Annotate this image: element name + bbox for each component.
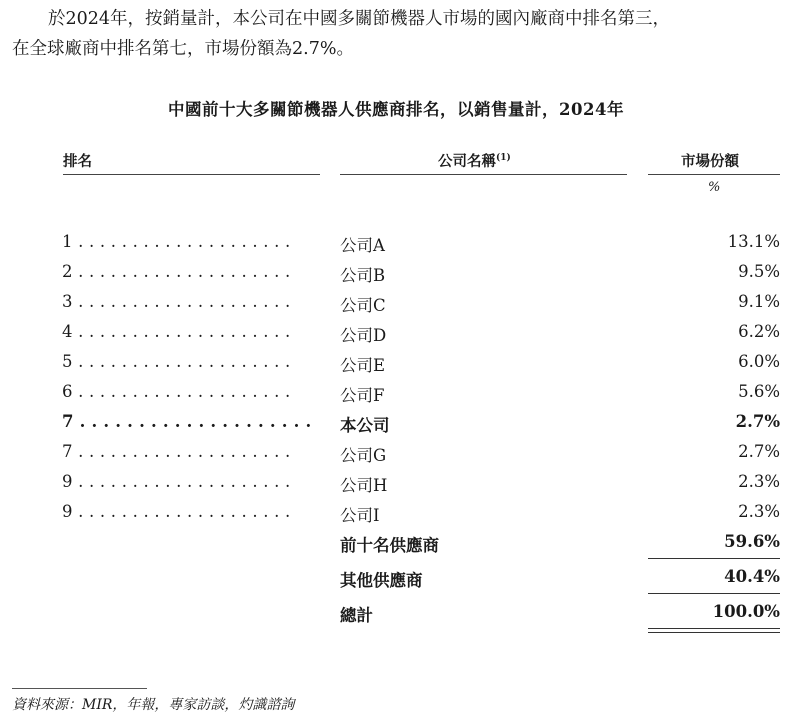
summary-share: 40.4%	[724, 567, 780, 586]
unit-label: %	[708, 180, 721, 195]
share-cell: 6.0%	[738, 352, 780, 371]
double-rule-top	[648, 628, 780, 629]
table-row	[0, 317, 792, 347]
table-title: 中國前十大多關節機器人供應商排名，以銷售量計，2024年	[168, 100, 624, 119]
table-row	[0, 497, 792, 527]
header-rule-share	[648, 174, 780, 175]
share-cell: 5.6%	[738, 382, 780, 401]
share-cell: 9.1%	[738, 292, 780, 311]
table-row	[0, 227, 792, 257]
rank-cell: 2 . . . . . . . . . . . . . . . . . . . .	[62, 262, 291, 281]
summary-share: 100.0%	[712, 602, 780, 621]
table-row	[0, 257, 792, 287]
footnote-divider	[12, 688, 147, 689]
company-cell: 公司F	[340, 386, 385, 405]
rank-cell: 1 . . . . . . . . . . . . . . . . . . . .	[62, 232, 291, 251]
rank-cell: 4 . . . . . . . . . . . . . . . . . . . .	[62, 322, 291, 341]
table-row	[0, 377, 792, 407]
company-cell: 公司C	[340, 296, 386, 315]
table-row	[0, 467, 792, 497]
company-cell: 公司I	[340, 506, 380, 525]
intro-paragraph	[12, 4, 782, 64]
total-rule	[648, 593, 780, 594]
rank-cell: 7 . . . . . . . . . . . . . . . . . . . .	[62, 412, 312, 431]
column-header-rank: 排名	[63, 153, 92, 170]
company-cell: 本公司	[340, 416, 390, 435]
rank-cell: 5 . . . . . . . . . . . . . . . . . . . .	[62, 352, 291, 371]
intro-line-1: 於2024年，按銷量計，本公司在中國多關節機器人市場的國內廠商中排名第三，	[48, 9, 671, 29]
double-rule-bottom	[648, 632, 780, 633]
table-row-highlighted	[0, 407, 792, 437]
header-rule-company	[340, 174, 627, 175]
company-cell: 公司G	[340, 446, 387, 465]
share-cell: 2.3%	[738, 502, 780, 521]
summary-row-top-ten	[0, 528, 792, 562]
table-row	[0, 287, 792, 317]
company-cell: 公司B	[340, 266, 386, 285]
rank-cell: 6 . . . . . . . . . . . . . . . . . . . .	[62, 382, 291, 401]
column-header-company	[438, 150, 511, 171]
table-row	[0, 347, 792, 377]
source-note: 資料來源：MIR，年報，專家訪談，灼識諮詢	[12, 697, 295, 713]
rank-cell: 7 . . . . . . . . . . . . . . . . . . . .	[62, 442, 291, 461]
summary-label: 前十名供應商	[340, 536, 439, 555]
rank-cell: 9 . . . . . . . . . . . . . . . . . . . .	[62, 502, 291, 521]
header-rule-rank	[63, 174, 320, 175]
footnote-marker: (1)	[496, 153, 511, 164]
rank-cell: 9 . . . . . . . . . . . . . . . . . . . .	[62, 472, 291, 491]
summary-label: 總計	[340, 606, 373, 625]
summary-row-total	[0, 598, 792, 632]
company-cell: 公司E	[340, 356, 386, 375]
share-cell: 9.5%	[738, 262, 780, 281]
table-row	[0, 437, 792, 467]
share-cell: 2.3%	[738, 472, 780, 491]
share-cell: 6.2%	[738, 322, 780, 341]
share-cell: 13.1%	[727, 232, 780, 251]
rank-cell: 3 . . . . . . . . . . . . . . . . . . . .	[62, 292, 291, 311]
share-cell: 2.7%	[738, 442, 780, 461]
summary-label: 其他供應商	[340, 571, 423, 590]
company-cell: 公司A	[340, 236, 385, 255]
company-cell: 公司D	[340, 326, 387, 345]
summary-row-others	[0, 563, 792, 597]
subtotal-rule	[648, 558, 780, 559]
summary-share: 59.6%	[724, 532, 780, 551]
intro-line-2: 在全球廠商中排名第七，市場份額為2.7%。	[12, 39, 354, 59]
column-header-company-label: 公司名稱	[438, 153, 496, 170]
company-cell: 公司H	[340, 476, 388, 495]
column-header-share: 市場份額	[681, 153, 739, 170]
share-cell: 2.7%	[735, 412, 780, 431]
